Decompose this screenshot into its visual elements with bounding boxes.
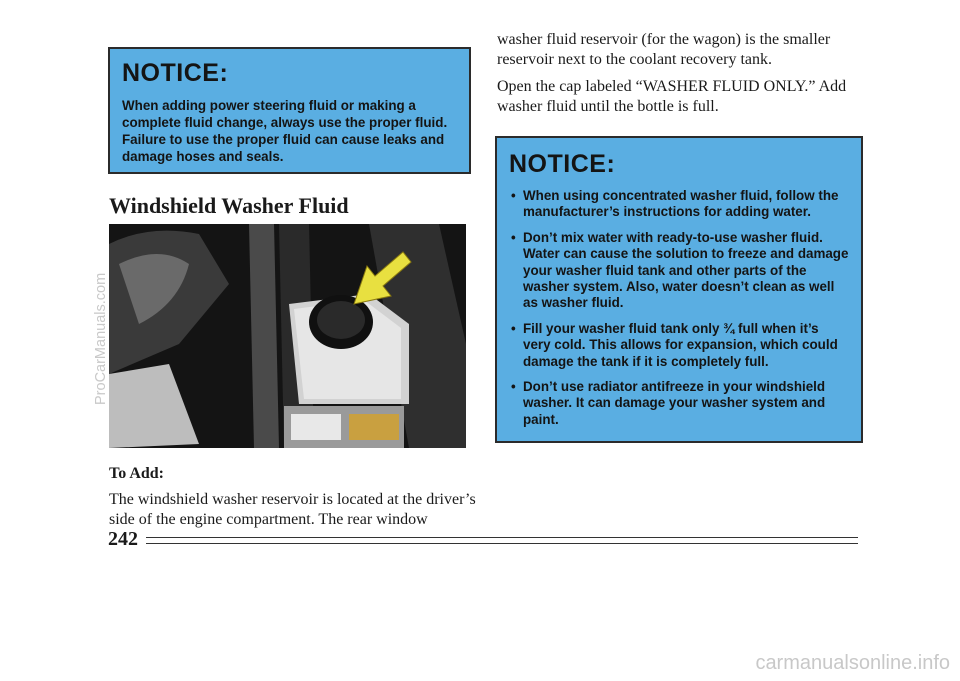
body-paragraph-right-1: washer fluid reservoir (for the wagon) is the smaller reservoir next to the coolant recovery tank. [497, 31, 831, 68]
notice-box-washer-fluid [495, 136, 863, 443]
body-paragraph-left: The windshield washer reservoir is located at the driver’s side of the engine compartment. The rear window [109, 491, 476, 528]
to-add-heading: To Add: [109, 465, 164, 482]
notice-title: NOTICE: [122, 59, 229, 87]
body-paragraph-right-2: Open the cap labeled “WASHER FLUID ONLY.” Add washer fluid until the bottle is full. [497, 78, 847, 115]
footer-rule [146, 537, 858, 538]
notice-box-power-steering [108, 47, 471, 174]
watermark-vertical: ProCarManuals.com [93, 272, 109, 405]
notice-list [509, 188, 849, 428]
notice-list-item: • Fill your washer fluid tank only ¾ full when it’s very cold. This allows for expansion, which could damage the tank if it is completely full. [509, 321, 849, 370]
footer-rule [146, 543, 858, 544]
notice-body: When adding power steering fluid or making a complete fluid change, always use the proper fluid. Failure to use the proper fluid can cause leaks and damage hoses and seals. [122, 98, 448, 164]
section-heading: Windshield Washer Fluid [109, 193, 349, 218]
notice-title: NOTICE: [509, 150, 616, 178]
notice-list-item: • Don’t use radiator antifreeze in your windshield washer. It can damage your washer system and paint. [509, 379, 849, 428]
washer-reservoir-photo [109, 224, 466, 448]
watermark-bottom: carmanualsonline.info [755, 652, 950, 674]
notice-list-item: • Don’t mix water with ready-to-use washer fluid. Water can cause the solution to freeze and damage your washer fluid tank and other parts of the washer system. Also, water doesn’t clean as well as washer fluid. [509, 230, 849, 312]
arrow-icon [109, 224, 466, 448]
notice-list-item: • When using concentrated washer fluid, follow the manufacturer’s instructions for adding water. [509, 188, 849, 221]
page-number: 242 [108, 528, 138, 550]
